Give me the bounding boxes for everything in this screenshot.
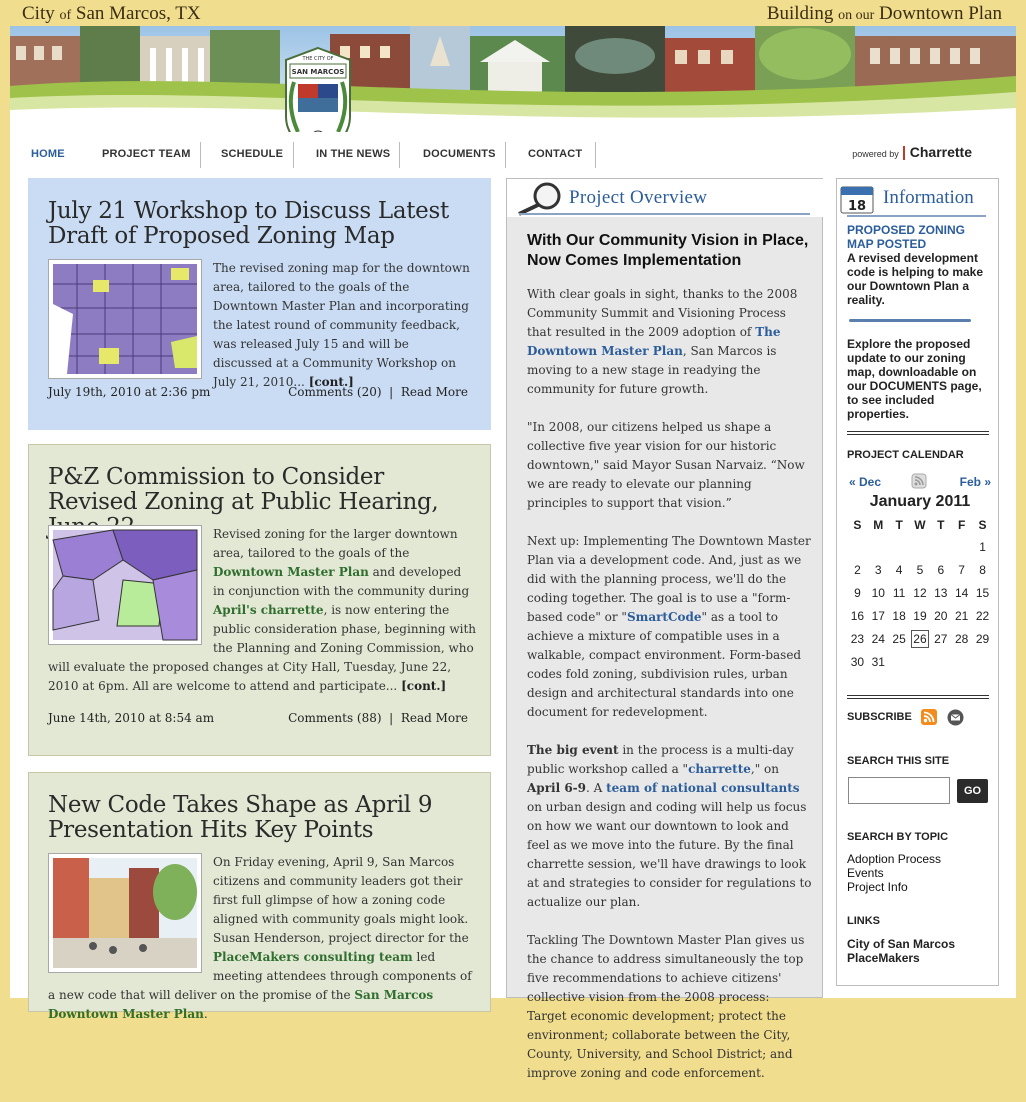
notice-divider xyxy=(849,319,971,322)
post-date: June 14th, 2010 at 8:54 am xyxy=(48,711,215,725)
calendar-weekday: M xyxy=(873,518,884,532)
excerpt-text: The revised zoning map for the downtown area, tailored to the goals of the Downtown Master Plan and incorporating the latest round of community feedback, was released July 15 and will be discussed at a Community Workshop on July 21, 2010... xyxy=(213,261,470,389)
calendar-day-number: 6 xyxy=(937,562,945,577)
city-prefix: City xyxy=(22,3,55,24)
section-rule xyxy=(847,695,989,699)
calendar-day[interactable] xyxy=(868,627,889,650)
topic-project-info[interactable]: Project Info xyxy=(847,880,908,894)
calendar-day-number: 23 xyxy=(850,631,865,646)
topic-adoption-process[interactable]: Adoption Process xyxy=(847,852,942,866)
calendar-day-number: 1 xyxy=(979,539,986,554)
calendar-day-number: 15 xyxy=(975,585,990,600)
overview-headline: With Our Community Vision in Place, Now Comes Implementation xyxy=(527,232,809,269)
calendar-day[interactable] xyxy=(951,627,972,650)
post-title[interactable]: New Code Takes Shape as April 9 Presentation Hits Key Points xyxy=(48,792,433,843)
calendar-week xyxy=(847,535,993,558)
calendar-day-number: 24 xyxy=(871,631,885,646)
calendar-empty-cell xyxy=(930,535,951,558)
calendar-empty-cell xyxy=(910,535,931,558)
calendar-empty-cell xyxy=(889,535,910,558)
calendar-day[interactable] xyxy=(951,604,972,627)
comments-link[interactable]: Comments (20) xyxy=(288,385,382,399)
header-divider xyxy=(847,215,986,217)
calendar-empty-cell xyxy=(910,650,931,673)
calendar-day[interactable] xyxy=(972,535,993,558)
charrette-logo-icon xyxy=(903,146,905,160)
calendar-next-month[interactable]: Feb » xyxy=(959,475,991,489)
project-overview-panel xyxy=(506,178,823,1080)
post-thumbnail[interactable] xyxy=(48,259,202,379)
overview-title: Project Overview xyxy=(569,187,708,208)
link-placemakers[interactable]: PlaceMakers xyxy=(847,951,920,965)
tagline-c: Downtown Plan xyxy=(879,3,1002,24)
overview-paragraph xyxy=(527,532,812,722)
link-city-of-san-marcos[interactable]: City of San Marcos xyxy=(847,937,956,951)
calendar-day-number: 31 xyxy=(871,654,885,669)
calendar-nav xyxy=(847,475,993,495)
calendar-icon-day: 18 xyxy=(847,199,867,214)
comments-link[interactable]: Comments (88) xyxy=(288,711,382,725)
overview-paragraph: "In 2008, our citizens helped us shape a collective five year vision for our historic downtown," said Mayor Susan Narvaiz. “Now we are ready to elevate our planning principles to support that vision.” xyxy=(527,420,805,510)
overview-body xyxy=(527,285,812,1102)
information-sidebar xyxy=(836,178,999,986)
overview-text: Next up: Implementing The Downtown Master Plan via a development code. And, just as we did with the planning process, we'll do the coding together. The goal is to use a "form-based code" or " xyxy=(527,534,811,624)
overview-paragraph: Tackling The Downtown Master Plan gives us the chance to address simultaneously the top five recommendations to achieve citizens' collective vision from the 2008 process: Target economic development; protect the environment; collaborate between the City, County, University, and School District; and improve zoning and code enforcement. xyxy=(527,933,805,1080)
calendar-day-number: 8 xyxy=(979,562,986,577)
consultants-link[interactable]: team of national consultants xyxy=(606,781,800,795)
overview-text: in the process is a multi-day public workshop called a " xyxy=(527,743,794,776)
section-rule xyxy=(847,431,989,435)
calendar-day[interactable] xyxy=(847,627,868,650)
calendar-week xyxy=(847,581,993,604)
information-header xyxy=(837,179,1000,217)
city-name: San Marcos, TX xyxy=(75,3,201,24)
seal-top-text: THE CITY OF xyxy=(302,56,334,62)
calendar-empty-cell xyxy=(972,650,993,673)
calendar-label: PROJECT CALENDAR xyxy=(847,449,964,461)
overview-text: on urban design and coding will help us focus on how we want our downtown to look and feel as we move into the future. By the final charrette session, we'll have drawings to look at and strategies to consider for regulations to actualize our plan. xyxy=(527,800,812,909)
calendar-day-number: 3 xyxy=(874,562,882,577)
placemakers-team-link[interactable]: PlaceMakers consulting team xyxy=(213,950,413,964)
calendar-day-number: 4 xyxy=(895,562,903,577)
post-excerpt xyxy=(48,525,476,696)
calendar-empty-cell xyxy=(868,535,889,558)
calendar-day[interactable] xyxy=(930,581,951,604)
charrette-brand: Charrette xyxy=(909,144,972,160)
calendar-day[interactable] xyxy=(951,558,972,581)
san-marcos-master-plan-link[interactable]: San Marcos Downtown Master Plan xyxy=(48,988,434,1021)
rss-feed-icon[interactable] xyxy=(911,473,927,489)
calendar-day-number: 18 xyxy=(892,608,906,623)
calendar-week xyxy=(847,604,993,627)
calendar-day-number: 9 xyxy=(854,585,861,600)
calendar-day-number: 25 xyxy=(892,631,906,646)
calendar-day[interactable] xyxy=(910,558,931,581)
calendar-day-number: 10 xyxy=(871,585,885,600)
calendar-empty-cell xyxy=(847,535,868,558)
calendar-grid xyxy=(847,515,993,673)
calendar-day-number: 19 xyxy=(913,608,927,623)
magnifier-icon xyxy=(515,181,565,215)
post-meta: July 19th, 2010 at 2:36 pm Comments (20) | Read More xyxy=(48,385,468,399)
post-excerpt xyxy=(48,853,476,1024)
project-calendar xyxy=(847,475,993,673)
calendar-day-number: 28 xyxy=(954,631,969,646)
rss-subscribe-icon[interactable] xyxy=(921,709,937,725)
email-subscribe-icon[interactable] xyxy=(947,709,964,726)
city-of: of xyxy=(59,8,72,23)
explore-text: Explore the proposed update to our zoning map, downloadable on our DOCUMENTS page, to see included properties. xyxy=(847,337,982,421)
overview-bold: April 6-9 xyxy=(527,781,586,795)
calendar-day[interactable] xyxy=(972,627,993,650)
overview-paragraph xyxy=(527,741,812,912)
calendar-month: January 2011 xyxy=(869,493,971,510)
calendar-day[interactable] xyxy=(868,558,889,581)
calendar-weekday: T xyxy=(937,518,945,532)
calendar-day[interactable] xyxy=(847,650,868,673)
calendar-weekday: W xyxy=(914,518,926,532)
calendar-weekday: S xyxy=(978,518,987,532)
calendar-day[interactable] xyxy=(930,558,951,581)
calendar-day-number: 17 xyxy=(871,608,885,623)
post-new-code xyxy=(28,772,491,1021)
calendar-day[interactable] xyxy=(868,650,889,673)
excerpt-text: , is now entering the public consideration phase, beginning with the Planning and Zoning Commission, who will evaluate the proposed changes at City Hall, Tuesday, June 22, 2010 at 6pm. All are welcome to attend and participate... xyxy=(48,603,477,693)
top-strip xyxy=(10,0,1016,26)
calendar-day-today[interactable] xyxy=(910,627,931,650)
calendar-day-number: 14 xyxy=(954,585,969,600)
calendar-day[interactable] xyxy=(930,627,951,650)
calendar-day[interactable] xyxy=(930,604,951,627)
overview-text: . A xyxy=(586,781,603,795)
search-label: SEARCH THIS SITE xyxy=(847,755,950,767)
notice-title[interactable]: PROPOSED ZONING MAP POSTED xyxy=(847,223,966,251)
topic-events[interactable]: Events xyxy=(847,866,884,880)
calendar-week xyxy=(847,627,993,650)
calendar-day[interactable] xyxy=(910,581,931,604)
excerpt-text: . xyxy=(203,1007,208,1021)
site-tagline xyxy=(767,3,1002,25)
calendar-weekday: F xyxy=(957,518,966,532)
post-meta: June 14th, 2010 at 8:54 am Comments (88) | Read More xyxy=(48,711,468,725)
nav-documents[interactable]: DOCUMENTS xyxy=(423,142,506,168)
calendar-day[interactable] xyxy=(972,558,993,581)
calendar-day-number: 7 xyxy=(958,562,965,577)
calendar-day-number: 16 xyxy=(850,608,865,623)
subscribe-label: SUBSCRIBE xyxy=(847,711,912,723)
calendar-day-number: 12 xyxy=(913,585,927,600)
continue-link[interactable]: [cont.] xyxy=(308,375,354,389)
links-label: LINKS xyxy=(847,915,880,927)
calendar-day-number: 5 xyxy=(916,562,924,577)
search-input[interactable] xyxy=(848,777,950,804)
calendar-day-number: 20 xyxy=(934,608,948,623)
charrette-link[interactable]: charrette xyxy=(688,762,751,776)
downtown-master-plan-link[interactable]: The Downtown Master Plan xyxy=(527,325,781,358)
zoning-map-thumbnail-icon xyxy=(53,264,197,374)
calendar-day-number: 13 xyxy=(934,585,948,600)
calendar-weekday: T xyxy=(895,518,903,532)
calendar-empty-cell xyxy=(930,650,951,673)
search-by-topic-label: SEARCH BY TOPIC xyxy=(847,831,949,843)
continue-link[interactable]: [cont.] xyxy=(401,679,447,693)
nav-schedule[interactable]: SCHEDULE xyxy=(221,142,294,168)
notice-text: A revised development code is helping to make our Downtown Plan a reality. xyxy=(847,251,984,307)
powered-by-label: powered by xyxy=(852,149,899,159)
smartcode-link[interactable]: SmartCode xyxy=(626,610,702,624)
excerpt-text: Revised zoning for the larger downtown area, tailored to the goals of the xyxy=(213,527,458,560)
calendar-week xyxy=(847,558,993,581)
post-date: July 19th, 2010 at 2:36 pm xyxy=(48,385,211,399)
calendar-day-number: 22 xyxy=(975,608,990,623)
nav-contact[interactable]: CONTACT xyxy=(528,142,596,168)
overview-header xyxy=(507,179,824,217)
tagline-b: on our xyxy=(838,8,875,23)
read-more-link[interactable]: Read More xyxy=(400,711,468,725)
nav-home[interactable]: HOME xyxy=(31,148,65,160)
post-july21-workshop xyxy=(28,178,491,430)
search-go-button[interactable]: GO xyxy=(957,779,988,803)
overview-text: ," on xyxy=(750,762,779,776)
powered-by-charrette[interactable] xyxy=(852,144,972,160)
calendar-day-number: 27 xyxy=(934,631,948,646)
excerpt-text: On Friday evening, April 9, San Marcos citizens and community leaders got their first full glimpse of how a zoning code aligned with community goals might look. Susan Henderson, project director for the xyxy=(213,855,469,945)
calendar-day[interactable] xyxy=(889,558,910,581)
calendar-day[interactable] xyxy=(972,581,993,604)
post-title[interactable]: P&Z Commission to Consider Revised Zoning at Public Hearing, xyxy=(48,464,439,515)
calendar-day[interactable] xyxy=(951,581,972,604)
post-pz-commission xyxy=(28,444,491,756)
calendar-day-number: 11 xyxy=(892,585,906,600)
calendar-day-number: 26 xyxy=(913,631,927,646)
calendar-weekday: S xyxy=(853,518,862,532)
calendar-prev-month[interactable]: « Dec xyxy=(849,475,882,489)
overview-text: " as a tool to achieve a mixture of compatible uses in a walkable, compact environment. Form-based codes fold zoning, subdivision rules, urban design and architectural standards into one document for redevelopment. xyxy=(527,610,802,719)
excerpt-text: led meeting attendees through components of a new code that will deliver on the promise of the xyxy=(48,950,472,1002)
calendar-icon xyxy=(839,181,877,215)
post-excerpt xyxy=(213,259,471,392)
calendar-day[interactable] xyxy=(910,604,931,627)
overview-paragraph xyxy=(527,285,812,399)
header-divider xyxy=(519,213,810,215)
calendar-day[interactable] xyxy=(868,604,889,627)
calendar-day[interactable] xyxy=(847,604,868,627)
nav-project-team[interactable]: PROJECT TEAM xyxy=(102,142,201,168)
banner-photo-collage xyxy=(10,26,1016,134)
calendar-day[interactable] xyxy=(889,627,910,650)
calendar-empty-cell xyxy=(951,650,972,673)
overview-bold: The big event xyxy=(527,743,619,757)
main-nav xyxy=(10,132,1016,176)
calendar-day[interactable] xyxy=(889,604,910,627)
calendar-empty-cell xyxy=(889,650,910,673)
nav-in-the-news[interactable]: IN THE NEWS xyxy=(316,142,400,168)
calendar-day[interactable] xyxy=(847,558,868,581)
calendar-empty-cell xyxy=(951,535,972,558)
overview-text: , San Marcos is moving to a new stage in readying the community for future growth. xyxy=(527,344,777,396)
excerpt-text: and developed in conjunction with the community during xyxy=(213,565,470,598)
downtown-master-plan-link[interactable]: Downtown Master Plan xyxy=(213,565,369,579)
post-title[interactable]: July 21 Workshop to Discuss Latest Draft of Proposed Zoning Map xyxy=(48,198,449,249)
site-title[interactable] xyxy=(22,3,201,25)
calendar-week xyxy=(847,650,993,673)
information-title: Information xyxy=(883,187,974,208)
calendar-day-number: 30 xyxy=(850,654,865,669)
read-more-link[interactable]: Read More xyxy=(400,385,468,399)
seal-name-text: SAN MARCOS xyxy=(291,68,345,76)
calendar-day[interactable] xyxy=(972,604,993,627)
calendar-day-number: 29 xyxy=(975,631,990,646)
header-banner xyxy=(10,26,1016,134)
calendar-day[interactable] xyxy=(847,581,868,604)
calendar-day[interactable] xyxy=(868,581,889,604)
tagline-a: Building xyxy=(766,3,834,24)
aprils-charrette-link[interactable]: April's charrette xyxy=(213,603,324,617)
calendar-day-number: 2 xyxy=(854,562,861,577)
overview-text: With clear goals in sight, thanks to the 2008 Community Summit and Visioning Process that resulted in the 2009 adoption of xyxy=(527,287,798,339)
calendar-day[interactable] xyxy=(889,581,910,604)
calendar-day-number: 21 xyxy=(954,608,969,623)
